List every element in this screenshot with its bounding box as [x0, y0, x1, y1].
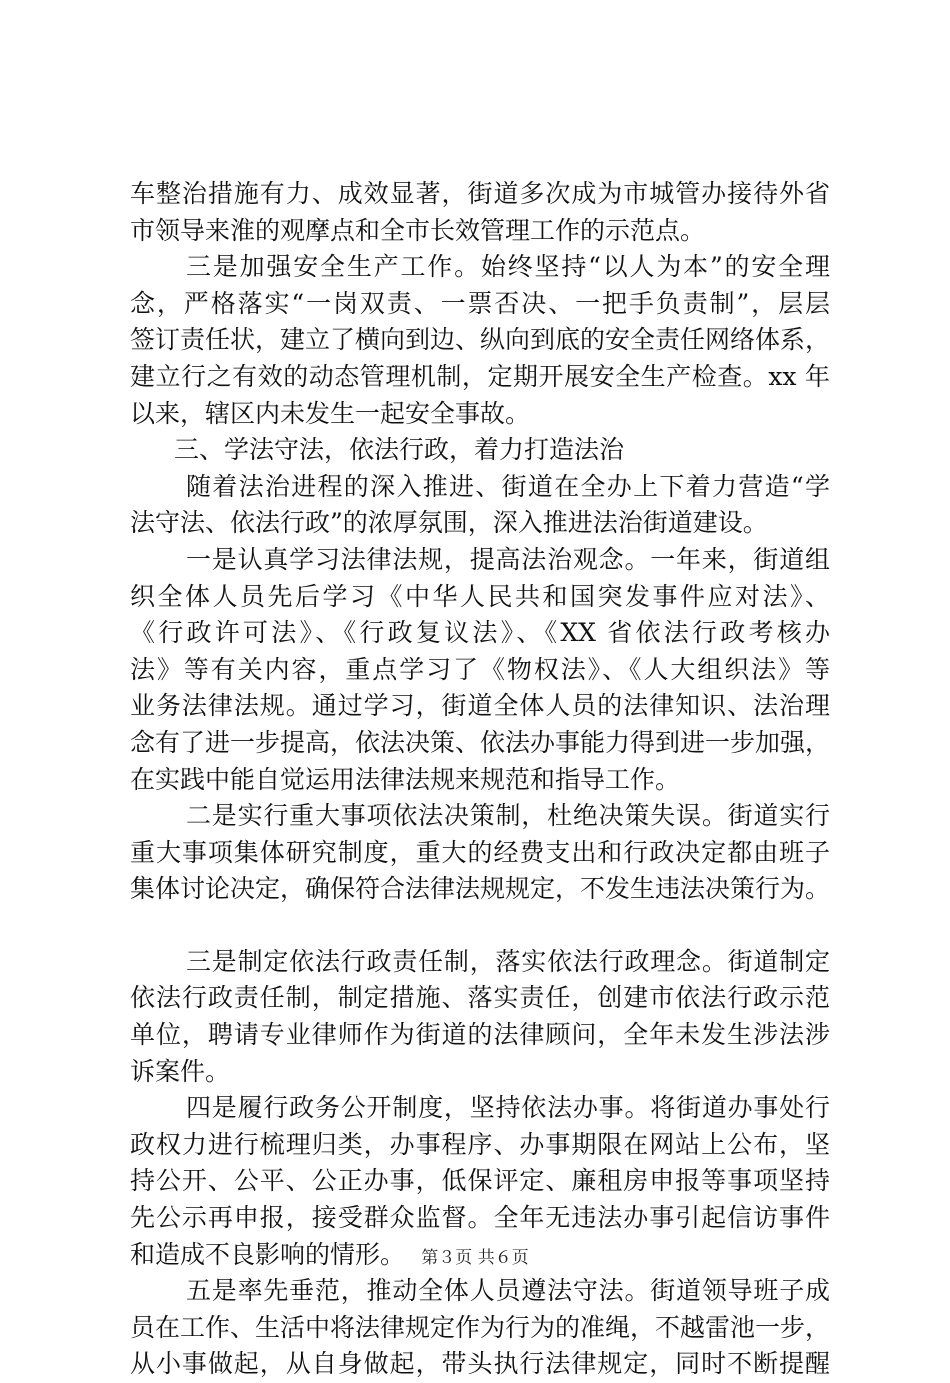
text-line: 重大事项集体研究制度，重大的经费支出和行政决定都由班子	[130, 837, 830, 867]
text-line: 随着法治进程的深入推进、街道在全办上下着力营造“学	[186, 471, 830, 501]
text-line: 二是实行重大事项依法决策制，杜绝决策失误。街道实行	[186, 801, 830, 831]
text-line: 业务法律法规。通过学习，街道全体人员的法律知识、法治理	[130, 691, 830, 721]
text-line: 市领导来淮的观摩点和全市长效管理工作的示范点。	[130, 215, 706, 245]
text-line: 员在工作、生活中将法律规定作为行为的准绳，不越雷池一步，	[130, 1312, 831, 1342]
text-line: 念有了进一步提高，依法决策、依法办事能力得到进一步加强，	[130, 727, 831, 757]
text-line: 一是认真学习法律法规，提高法治观念。一年来，街道组	[186, 544, 830, 574]
text-line: 三是加强安全生产工作。始终坚持“以人为本”的安全理	[186, 252, 830, 282]
text-line: 三是制定依法行政责任制，落实依法行政理念。街道制定	[186, 946, 830, 976]
page-number: 第３页 共６页	[421, 1248, 529, 1268]
text-line: 车整治措施有力、成效显著，街道多次成为市城管办接待外省	[130, 179, 830, 208]
text-line: 从小事做起，从自身做起，带头执行法律规定，同时不断提醒	[130, 1349, 830, 1379]
text-line: 念，严格落实“一岗双责、一票否决、一把手负责制”，层层	[130, 288, 830, 318]
text-line: 《行政许可法》、《行政复议法》、《XX 省依法行政考核办	[130, 618, 830, 648]
text-line: 单位，聘请专业律师作为街道的法律顾问，全年未发生涉法涉	[130, 1020, 830, 1050]
text-line: 签订责任状，建立了横向到边、纵向到底的安全责任网络体系，	[130, 325, 831, 355]
text-line: 政权力进行梳理归类，办事程序、办事期限在网站上公布，坚	[130, 1129, 830, 1159]
text-line: 法守法、依法行政”的浓厚氛围，深入推进法治街道建设。	[130, 508, 768, 538]
text-line: 和造成不良影响的情形。	[130, 1239, 406, 1269]
text-line: 以来，辖区内未发生一起安全事故。	[130, 398, 531, 428]
text-line: 法》等有关内容，重点学习了《物权法》、《人大组织法》等	[130, 654, 830, 684]
text-line: 织全体人员先后学习《中华人民共和国突发事件应对法》、	[130, 581, 830, 611]
text-line: 诉案件。	[130, 1056, 231, 1086]
section-heading: 三、学法守法，依法行政，着力打造法治	[174, 435, 625, 465]
text-line: 依法行政责任制，制定措施、落实责任，创建市依法行政示范	[130, 983, 830, 1013]
text-line: 先公示再申报，接受群众监督。全年无违法办事引起信访事件	[130, 1203, 830, 1233]
blank-line	[130, 908, 830, 944]
text-line: 四是履行政务公开制度，坚持依法办事。将街道办事处行	[186, 1093, 830, 1123]
text-line: 建立行之有效的动态管理机制，定期开展安全生产检查。xx 年	[130, 361, 830, 391]
document-body	[130, 176, 830, 1383]
text-line: 持公开、公平、公正办事，低保评定、廉租房申报等事项坚持	[130, 1166, 830, 1196]
text-line: 五是率先垂范，推动全体人员遵法守法。街道领导班子成	[186, 1276, 830, 1306]
text-line: 在实践中能自觉运用法律法规来规范和指导工作。	[130, 764, 681, 794]
text-line: 集体讨论决定，确保符合法律法规规定，不发生违法决策行为。	[130, 874, 831, 904]
